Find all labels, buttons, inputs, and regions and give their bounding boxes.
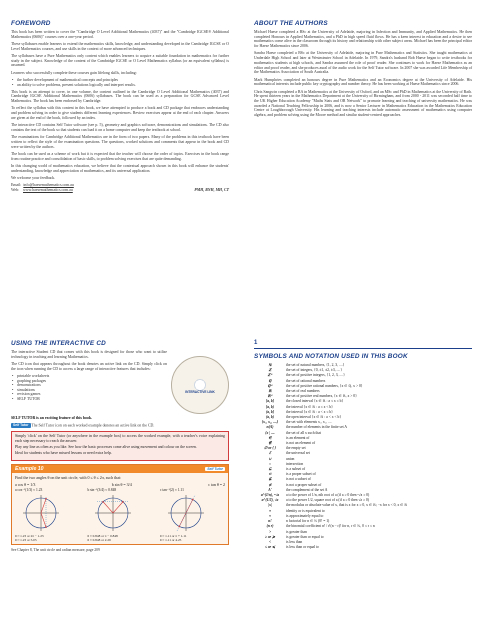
chapter-rule xyxy=(254,348,472,349)
chapter-number: 1 xyxy=(254,340,258,346)
foreword-paragraph: We welcome your feedback. xyxy=(11,175,56,180)
author-bio-paragraph: Michael Haese completed a BSc at the University of Adelaide, majoring in Infection and Immunity, and Applied Mathematics. He then completed Honours in Applied Mathematics, and a PhD in high speed fluid flows. He has a keen interest in education and a desire to see mathematics come alive in the classroom through its history and relationship with other subject areas. Michael has been the principal editor for Haese Mathematics since 2006. xyxy=(254,30,472,49)
symbol-description: the set of positive integers, {1, 2, 3, ....} xyxy=(286,373,345,378)
symbol-description: the closed interval {x ∈ ℝ : a ≤ x ≤ b} xyxy=(286,399,344,404)
foreword-title: FOREWORD xyxy=(11,20,51,27)
authors-title: ABOUT THE AUTHORS xyxy=(254,20,328,27)
symbol-cell: {x₁, x₂, ....} xyxy=(261,420,279,425)
symbol-cell: ≡ xyxy=(268,508,272,513)
example-solution-column xyxy=(87,488,152,542)
symbol-cell: a^(1/2), √a xyxy=(261,498,279,503)
solution-point xyxy=(178,525,180,527)
foreword-paragraph: Learners who successfully complete these courses gain lifelong skills, including: xyxy=(11,70,137,75)
unit-circle-diagram xyxy=(93,493,133,533)
symbol-cell: a^(1/n), ⁿ√a xyxy=(260,493,280,498)
symbol-cell: ⊆ xyxy=(268,467,272,472)
symbol-cell: < xyxy=(268,539,272,544)
symbol-cell: > xyxy=(268,529,272,534)
self-tutor-text: The Self Tutor icon on each worked example denotes an active link on the CD. xyxy=(31,423,155,428)
foreword-paragraph: These syllabuses enable learners to extend the mathematics skills, knowledge, and understanding developed in the Cambridge IGCSE or O Level Mathematics courses, and use skills in the context of more advanced techniques. xyxy=(11,42,229,51)
example-solution-column xyxy=(15,488,80,542)
symbol-description: the set of natural numbers, {1, 2, 3, ....} xyxy=(286,363,345,367)
example-question: Find the two angles θ on the unit circle, with 0 ≤ θ ≤ 2π, such that: xyxy=(15,474,122,480)
self-tutor-heading: SELF TUTOR is an exciting feature of this book. xyxy=(11,416,93,420)
cd-disc-label: INTERACTIVE LINK xyxy=(185,390,215,394)
callout-paragraph: Simply 'click' on the Self Tutor (or anywhere in the example box) to access the worked example, with a teacher's voice explaining each step necessary to reach the answer. xyxy=(15,434,225,443)
example-answer: θ ≈ 1.23 or 5.05 xyxy=(15,537,37,542)
author-bio-paragraph: Chris Sangwin completed a BA in Mathematics at the University of Oxford, and an MSc and PhD in Mathematics at the University of Bath. He spent thirteen years in the Mathematics Department at the University of Birmingham, and from 2000 - 2011 was seconded half time to the UK Higher Education Academy "Maths Stats and OR Network" to promote learning and teaching of university mathematics. He was awarded a National Teaching Fellowship in 2006, and is now a Senior Lecturer in Mathematics Education in the Mathematics Education Centre at Loughborough University. His learning and teaching interests include automatic assessment of mathematics using computer algebra, and problem solving using the Moore method and similar student-centred approaches. xyxy=(254,89,472,118)
author-bio-paragraph: Mark Humphries completed an honours degree in Pure Mathematics and an Economics degree at the University of Adelaide. His mathematical interests include public key cryptography and number theory. He has been working at Haese Mathematics since 2006. xyxy=(254,77,472,87)
symbol-description: intersection xyxy=(286,461,304,466)
symbols-title: SYMBOLS AND NOTATION USED IN THIS BOOK xyxy=(254,353,408,360)
symbol-cell: ∩ xyxy=(268,461,272,466)
example-solutions xyxy=(15,488,225,542)
symbol-description: is a proper subset of xyxy=(286,472,316,477)
cd-feature-item: • SELF TUTOR xyxy=(17,397,167,402)
authors-body xyxy=(254,30,472,118)
cd-feature-item: • simulations xyxy=(17,388,167,393)
foreword-body-2 xyxy=(11,90,229,181)
symbol-description: the set of positive real numbers, {x ∈ ℝ, x > 0} xyxy=(286,394,357,399)
symbol-description: the set of all x such that xyxy=(286,430,322,435)
symbol-cell: ℕ xyxy=(268,363,272,367)
authors-signature: PMH, RNH, MH, CT xyxy=(194,187,229,192)
example-answer: θ ≈ 0.848 or 2.29 xyxy=(87,537,111,542)
symbol-cell: [a, b] xyxy=(266,399,274,404)
example-answer: θ ≈ 0.848 or π − 0.848 xyxy=(87,533,118,538)
foreword-paragraph: The interactive CD contains Self Tutor software (see p. 5), geometry and graphics software, demonstrations and simulations. The CD also contains the text of the book so that students can load it on a home computer and keep the textbook at school. xyxy=(11,123,229,132)
symbol-cell: A′ xyxy=(268,487,272,492)
cd-feature-item: • revision games xyxy=(17,392,167,397)
symbol-description: the number of elements in the finite set A xyxy=(286,425,348,430)
callout-paragraph: Ideal for students who have missed lessons or need extra help. xyxy=(15,451,112,456)
foreword-paragraph: This book has been written to cover the "Cambridge O Level Additional Mathematics (4037)" and the "Cambridge IGCSE® Additional Mathematics (0606)" courses over a one-year period. xyxy=(11,30,229,39)
symbol-description: is greater than or equal to xyxy=(286,534,324,539)
symbol-description: is not a subset of xyxy=(286,477,311,482)
symbol-description: n factorial for n ∈ ℕ (0! = 1) xyxy=(286,519,330,524)
symbol-cell: ⊂ xyxy=(268,472,272,477)
symbol-description: the universal set xyxy=(286,451,310,456)
symbol-description: the modulus or absolute value of x, that is x for x ≥ 0, x ∈ ℝ; −x for x < 0, x ∈ ℝ xyxy=(286,503,408,508)
contact-web-row xyxy=(11,188,229,193)
symbol-description: a to the power 1/2, square root of a (if a ≥ 0 then √a ≥ 0) xyxy=(286,498,369,503)
symbol-description: is approximately equal to xyxy=(286,513,324,518)
email-link[interactable]: info@haesemathematics.com.au xyxy=(23,183,74,188)
cd-page-title: USING THE INTERACTIVE CD xyxy=(11,340,106,347)
symbol-description: the set of integers, {0, ±1, ±2, ±3, ....} xyxy=(286,368,343,373)
symbol-description: the interval {x ∈ ℝ : a < x ≤ b} xyxy=(286,409,333,414)
cd-feature-list xyxy=(11,374,167,402)
symbol-cell: ℝ⁺ xyxy=(267,394,273,399)
symbol-cell: ℤ⁺ xyxy=(267,373,273,378)
foreword-body xyxy=(11,30,229,75)
author-bio-paragraph: Sandra Haese completed a BSc at the University of Adelaide, majoring in Pure Mathematics and Statistics. She taught mathematics at Underdale High School and later at Westminster School in Adelaide. In 1979, Sandra's husband Bob Haese began to write textbooks for mathematics students at high schools, and Sandra assumed the role of proof reader. She continues to work for Haese Mathematics as an editor and proof reader, and she produces aural of the audio work for the Self Tutor software. In 2007 she was awarded Life Membership of the Mathematics Association of South Australia. xyxy=(254,51,472,75)
symbol-cell: ⊄ xyxy=(268,482,272,487)
symbol-cell: |x| xyxy=(268,503,272,508)
angle-ray xyxy=(113,501,123,512)
symbol-cell: ∪ xyxy=(268,456,272,461)
symbol-row xyxy=(254,545,472,550)
symbols-table xyxy=(254,363,472,550)
symbol-cell: {x | .... xyxy=(265,430,275,435)
page-symbols xyxy=(245,322,481,632)
symbol-description: the complement of the set A xyxy=(286,487,328,492)
cd-feature-item: • printable worksheets xyxy=(17,374,167,379)
web-label: Web: xyxy=(11,187,20,192)
example-parts xyxy=(15,482,225,487)
symbol-description: the set of rational numbers xyxy=(286,378,326,383)
symbol-cell: ℰ xyxy=(268,451,272,456)
example-solution-label: a cos⁻¹(1/3) ≈ 1.23 xyxy=(15,487,43,492)
example-title: Example 10 xyxy=(15,465,44,472)
symbol-cell: ∈ xyxy=(268,435,272,440)
symbol-description: is less than or equal to xyxy=(286,545,319,550)
symbol-cell: n(A) xyxy=(266,425,274,430)
cd-feature-item: • graphing packages xyxy=(17,379,167,384)
angle-ray xyxy=(41,513,46,527)
foreword-paragraph: To reflect the syllabus with this content in this book, we have attempted to produce a book and CD package that embraces understanding and problem solving in order to give students different learning experiences. Review exercises appear at the end of each chapter. Answers are given at the end of the book, followed by an index. xyxy=(11,106,229,120)
foreword-paragraph: In this changing world of mathematics education, we believe that the contextual approach shown in this book will enhance the students' understanding, knowledge and appreciation of mathematics, and its universal application. xyxy=(11,163,229,173)
see-also-reference: See Chapter 8, The unit circle and radian measure, page 209 xyxy=(11,547,100,552)
foreword-bullet: • an ability to solve problems, present solutions logically and interpret results. xyxy=(17,83,229,88)
cd-paragraph: The CD icon that appears throughout the book denotes an active link on the CD. Simply click on the icon when running the CD to access a large range of interactive features that includes: xyxy=(11,362,167,371)
symbol-description: the set with elements x₁, x₂, .... xyxy=(286,420,332,425)
foreword-bullets xyxy=(11,78,229,87)
symbol-description: the empty set xyxy=(286,446,306,451)
example-solution-column xyxy=(160,488,225,542)
symbol-description: the binomial coefficient n! / r!(n − r)! for n, r ∈ ℕ, 0 ≤ r ≤ n xyxy=(286,524,375,529)
foreword-paragraph: This book is an attempt to cover, in one volume, the content outlined in the Cambridge O Level Additional Mathematics (4037) and Cambridge IGCSE Additional Mathematics (0606) syllabuses. The book can be used as a preparation for GCSE Advanced Level Mathematics. The book has been endorsed by Cambridge. xyxy=(11,89,229,104)
symbol-description: is not a proper subset of xyxy=(286,482,322,487)
foreword-bullet: • the further development of mathematical concepts and principles xyxy=(17,78,229,83)
example-part: b sin θ = 3/4 xyxy=(111,481,132,487)
symbol-description: the interval {x ∈ ℝ : a ≤ x < b} xyxy=(286,404,333,409)
page-foreword xyxy=(2,2,238,312)
symbol-cell: ⊈ xyxy=(268,477,272,482)
example-answer: θ ≈ 1.11 or π + 1.11 xyxy=(159,533,187,538)
cd-disc-icon[interactable] xyxy=(171,356,229,414)
example-part: a cos θ = 1/3 xyxy=(15,481,36,487)
symbol-description: is not an element of xyxy=(286,441,316,446)
symbol-cell: ℝ xyxy=(268,389,272,394)
example-answer: θ ≈ 1.11 or 4.25 xyxy=(159,537,182,542)
cd-intro xyxy=(11,350,229,414)
unit-circle-diagram xyxy=(21,493,61,533)
page-interactive-cd xyxy=(2,322,238,632)
self-tutor-callout xyxy=(11,431,229,460)
symbol-description: the open interval {x ∈ ℝ : a < x < b} xyxy=(286,415,342,420)
foreword-paragraph: The book can be used as a scheme of work but it is expected that the teacher will choose the order of topics. Exercises in the book range from routine practice and consolidation of basic skills, to problem solving exercises that are quite demanding. xyxy=(11,151,229,161)
symbol-description: a to the power of 1/n, nth root of a (if a ≥ 0 then ⁿ√a ≥ 0) xyxy=(286,493,370,498)
cd-feature-item: • demonstrations xyxy=(17,383,167,388)
example-self-tutor-button[interactable]: Self Tutor xyxy=(207,466,223,471)
symbol-cell: ∅ or { } xyxy=(264,446,276,451)
worked-example[interactable] xyxy=(11,464,229,545)
symbol-cell: (a, b] xyxy=(266,409,274,414)
unit-circle-diagram xyxy=(166,493,206,533)
solution-point xyxy=(192,498,194,500)
example-solution-label: c tan⁻¹(2) ≈ 1.11 xyxy=(159,487,184,492)
symbol-cell: ∉ xyxy=(268,441,272,446)
foreword-paragraph: The examinations for Cambridge Additional Mathematics are in the form of two papers. Many of the problems in this textbook have been written to reflect the style of the examination questions. The questions, worked solutions and comments that appear in the book and CD were written by the authors. xyxy=(11,135,229,149)
symbol-cell: n! xyxy=(268,519,272,524)
symbol-cell: ≈ xyxy=(268,513,272,518)
angle-ray xyxy=(41,498,46,512)
symbol-cell: ℚ xyxy=(268,378,272,383)
angle-ray xyxy=(104,501,114,512)
symbol-description: identity or is equivalent to xyxy=(286,508,325,513)
email-label: Email: xyxy=(11,183,22,188)
symbol-description: the set of real numbers xyxy=(286,389,320,394)
cd-paragraph: The interactive Student CD that comes with this book is designed for those who want to utilise technology in teaching and learning Mathematics. xyxy=(11,350,167,359)
symbol-cell: (n r) xyxy=(266,524,274,529)
symbol-description: is an element of xyxy=(286,435,310,440)
symbol-description: is greater than xyxy=(286,529,307,534)
foreword-paragraph: The syllabuses have a Pure Mathematics only content which enables learners to acquire a suitable foundation in mathematics for further study in the subject. Knowledge of the content of the Cambridge IGCSE or O Level Mathematics syllabus (or an equivalent syllabus) is assumed. xyxy=(11,54,229,68)
symbol-cell: ℚ⁺ xyxy=(267,383,273,388)
symbol-cell: (a, b) xyxy=(266,415,274,420)
symbol-cell: ℤ xyxy=(268,368,272,373)
symbol-description: is a subset of xyxy=(286,467,306,472)
symbol-cell: [a, b) xyxy=(266,404,274,409)
symbol-description: the set of positive rational numbers, {x ∈ ℚ, x > 0} xyxy=(286,383,363,388)
example-solution-label: b sin⁻¹(3/4) ≈ 0.848 xyxy=(87,487,117,492)
example-part: c tan θ = 2 xyxy=(208,481,225,487)
symbol-cell: ≤ or ≼ xyxy=(264,545,276,550)
page-about-authors xyxy=(245,2,481,312)
symbol-description: union xyxy=(286,456,295,461)
self-tutor-icon[interactable]: Self Tutor xyxy=(13,423,29,428)
symbol-description: is less than xyxy=(286,539,303,544)
example-answer: θ ≈ 1.23 or 2π − 1.23 xyxy=(15,533,44,538)
web-link[interactable]: www.haesemathematics.com.au xyxy=(23,187,73,192)
symbol-cell: ≥ or ≽ xyxy=(264,534,276,539)
callout-paragraph: Play any line as often as you like. See how the basic processes come alive using movement and colour on the screen. xyxy=(15,445,197,450)
